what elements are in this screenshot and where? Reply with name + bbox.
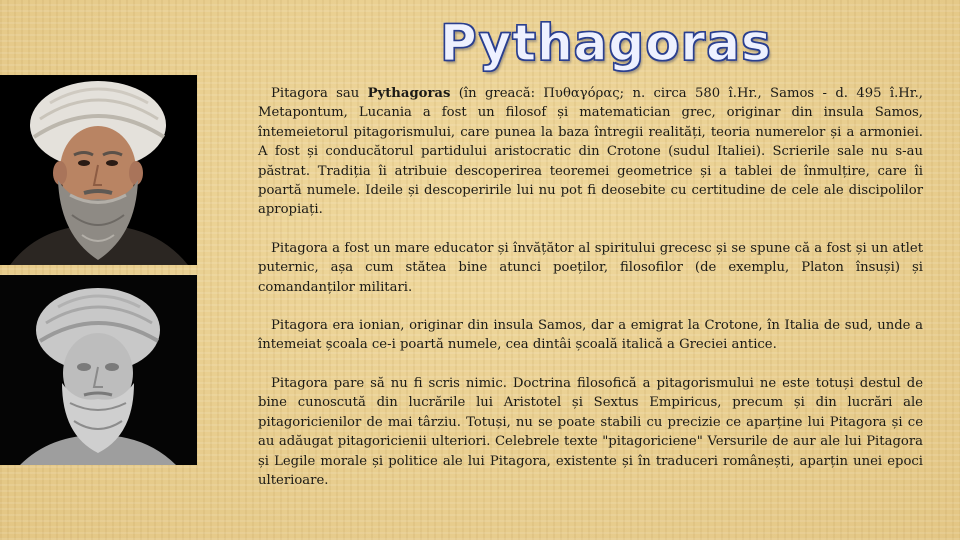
paragraph-origin: Pitagora era ionian, originar din insula Samos, dar a emigrat la Crotone, în Italia de sud, unde a întemeiat școala ce-i poartă numele, cea dintâi școală italică a Greciei antice. <box>258 318 923 353</box>
paragraph-educator: Pitagora a fost un mare educator și învățător al spiritului grecesc și se spune că a fost și un atlet puternic, așa cum stătea bine atunci poeților, filosofilor (de exemplu, Platon însuși) și comandanților militari. <box>258 240 923 295</box>
slide-title: Pythagoras <box>440 14 772 72</box>
name-bold: Pythagoras <box>367 86 451 101</box>
paragraph-doctrine: Pitagora pare să nu fi scris nimic. Doctrina filosofică a pitagorismului ne este totuși destul de bine cunoscută din lucrările lui Aristotel și Sextus Empiricus, precum și din lucrări ale pitagoricienilor de mai târziu. Totuși, nu se poate stabili cu precizie ce aparține lui Pitagora și ce au adăugat pitagoricienii ulteriori. Celebrele texte "pitagoriciene" Versurile de aur ale lui Pitagora și Legile morale și politice ale lui Pitagora, existente și în traduceri românești, aparțin unei epoci ulterioare. <box>258 375 923 488</box>
portrait-reconstruction-image <box>0 75 197 265</box>
paragraph-intro <box>258 84 923 220</box>
intro-rest: (în greacă: Πυθαγόρας; n. circa 580 î.Hr., Samos - d. 495 î.Hr., Metapontum, Lucania a fost un filosof și matematician grec, originar din insula Samos, întemeietorul pitagorismului, care punea la baza întregii realități, teoria numerelor și a armoniei. A fost și conducătorul partidului aristocratic din Crotone (sudul Italiei). Scrierile sale nu s-au păstrat. Tradiția îi atribuie descoperirea teoremei geometrice și a tablei de înmulțire, care îi poartă numele. Ideile și descoperirile lui nu pot fi deosebite cu certitudine de cele ale discipolilor apropiați. <box>258 86 923 218</box>
portrait-bust-image <box>0 275 197 465</box>
biography-text <box>258 84 923 509</box>
intro-start: Pitagora sau <box>271 86 368 101</box>
